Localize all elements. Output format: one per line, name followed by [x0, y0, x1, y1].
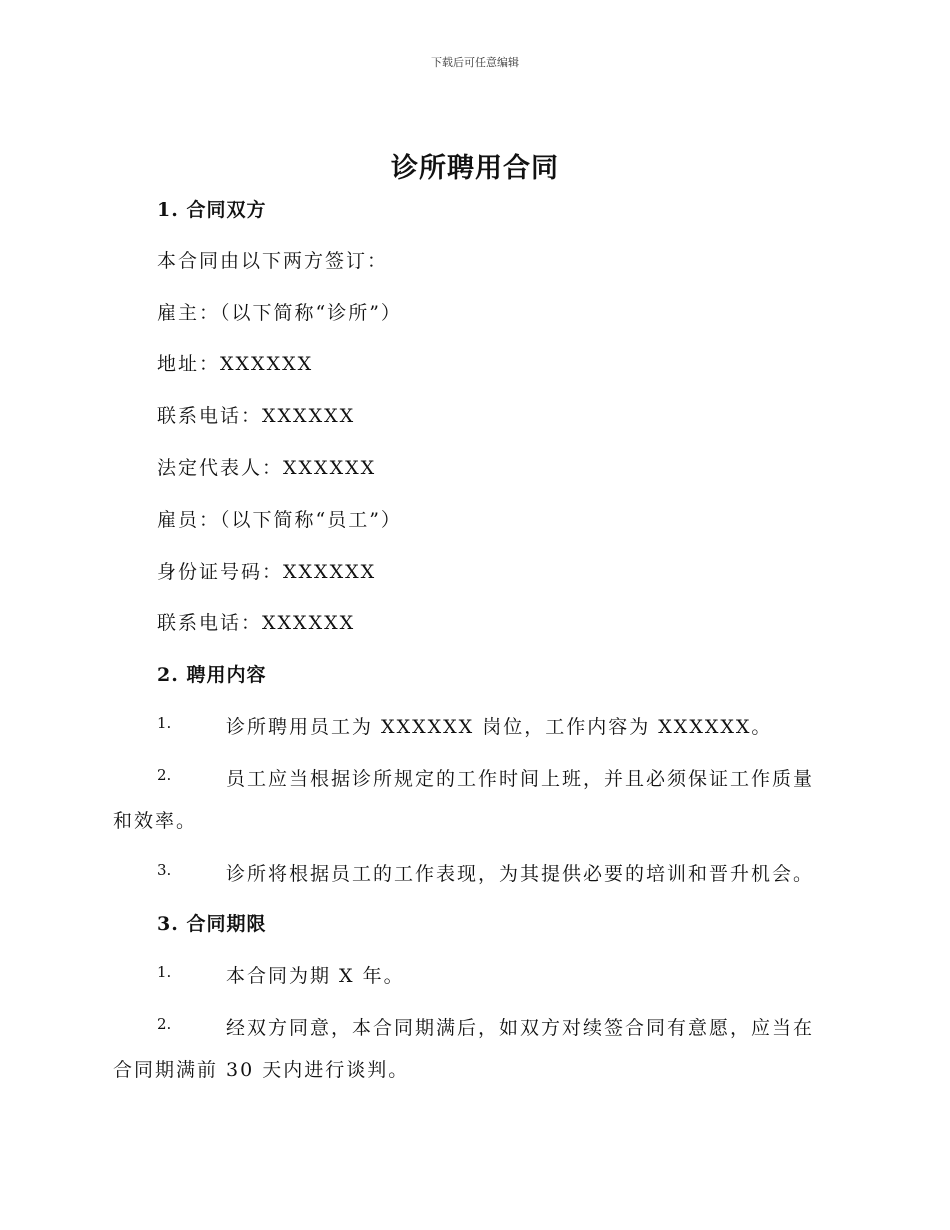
list-item-continuation: 和效率。 [113, 810, 198, 832]
paragraph-intro: 本合同由以下两方签订： [157, 250, 389, 272]
paragraph-legal-rep: 法定代表人：XXXXXX [157, 457, 377, 479]
paragraph-employee-phone: 联系电话：XXXXXX [157, 612, 356, 634]
list-item-text: 诊所聘用员工为 XXXXXX 岗位，工作内容为 XXXXXX。 [226, 716, 773, 738]
header-note: 下载后可任意编辑 [431, 56, 519, 69]
list-item-number: 3. [157, 861, 172, 879]
section-heading-term: 3. 合同期限 [157, 913, 267, 935]
list-item-text: 诊所将根据员工的工作表现，为其提供必要的培训和晋升机会。 [226, 863, 815, 885]
list-item-text: 经双方同意，本合同期满后，如双方对续签合同有意愿，应当在 [226, 1017, 815, 1039]
list-item-text: 员工应当根据诊所规定的工作时间上班，并且必须保证工作质量 [226, 768, 815, 790]
section-heading-content: 2. 聘用内容 [157, 664, 267, 686]
section-heading-parties: 1. 合同双方 [157, 199, 267, 221]
list-item-continuation: 合同期满前 30 天内进行谈判。 [113, 1059, 410, 1081]
list-item-number: 2. [157, 766, 172, 784]
paragraph-address: 地址：XXXXXX [157, 353, 314, 375]
list-item-number: 2. [157, 1015, 172, 1033]
list-item-text: 本合同为期 X 年。 [226, 965, 405, 987]
paragraph-employer-phone: 联系电话：XXXXXX [157, 405, 356, 427]
list-item-number: 1. [157, 714, 172, 732]
list-item-number: 1. [157, 963, 172, 981]
document-title: 诊所聘用合同 [391, 153, 559, 184]
paragraph-id-number: 身份证号码：XXXXXX [157, 561, 377, 583]
paragraph-employer: 雇主：（以下简称“诊所”） [157, 302, 402, 324]
paragraph-employee: 雇员：（以下简称“员工”） [157, 509, 402, 531]
